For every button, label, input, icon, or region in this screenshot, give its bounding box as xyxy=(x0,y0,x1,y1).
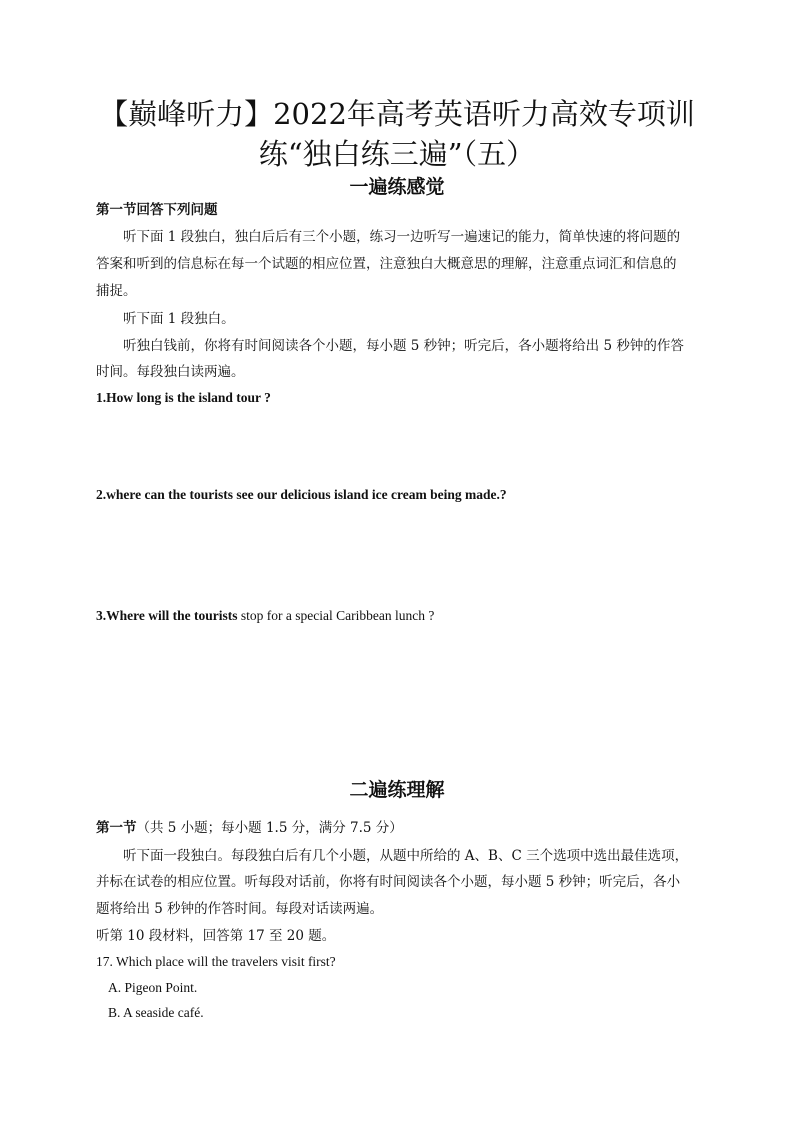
question-1: 1.How long is the island tour ? xyxy=(96,390,271,405)
part1-instruction-line-2: 时间。每段独白读两遍。 xyxy=(96,364,245,380)
question-3-normal-part: stop for a special Caribbean lunch ? xyxy=(237,608,435,623)
part2-material-line: 听第 10 段材料，回答第 17 至 20 题。 xyxy=(96,928,336,944)
document-title-line-2: 练“独白练三遍”（五） xyxy=(258,137,536,171)
part1-intro-line-2: 答案和听到的信息标在每一个试题的相应位置，注意独白大概意思的理解，注意重点词汇和信息的 xyxy=(96,256,677,272)
question-17: 17. Which place will the travelers visit first? xyxy=(96,954,336,969)
part2-section-scoring: （共 5 小题；每小题 1.5 分，满分 7.5 分） xyxy=(136,820,403,836)
part2-section-title xyxy=(96,815,701,841)
part1-section-title: 第一节回答下列问题 xyxy=(96,202,218,218)
question-17-option-a: A. Pigeon Point. xyxy=(108,980,198,995)
part1-intro-line-1: 听下面 1 段独白，独白后后有三个小题，练习一边听写一遍速记的能力，简单快速的将问题的 xyxy=(123,229,681,245)
part2-intro-line-1: 听下面一段独白。每段独白后有几个小题，从题中所给的 A、B、C 三个选项中选出最佳选项， xyxy=(123,848,689,864)
part1-intro-line-3: 捕捉。 xyxy=(96,283,137,299)
part2-intro-line-3: 题将给出 5 秒钟的作答时间。每段对话读两遍。 xyxy=(96,901,384,917)
part2-heading: 二遍练理解 xyxy=(349,779,445,801)
part1-heading: 一遍练感觉 xyxy=(349,176,445,198)
part1-listen-line: 听下面 1 段独白。 xyxy=(123,311,235,327)
document-title-line-1: 【巅峰听力】2022年高考英语听力高效专项训 xyxy=(99,97,695,131)
question-3 xyxy=(96,603,701,629)
part1-instruction-line-1: 听独白钱前，你将有时间阅读各个小题，每小题 5 秒钟；听完后，各小题将给出 5 秒钟的作答 xyxy=(123,338,684,354)
question-3-bold-part: 3.Where will the tourists xyxy=(96,608,238,623)
part2-section-label: 第一节 xyxy=(96,820,137,836)
question-2: 2.where can the tourists see our delicious island ice cream being made.? xyxy=(96,487,507,502)
question-17-option-b: B. A seaside café. xyxy=(108,1005,204,1020)
part2-intro-line-2: 并标在试卷的相应位置。听每段对话前，你将有时间阅读各个小题，每小题 5 秒钟；听完后，各小 xyxy=(96,874,681,890)
